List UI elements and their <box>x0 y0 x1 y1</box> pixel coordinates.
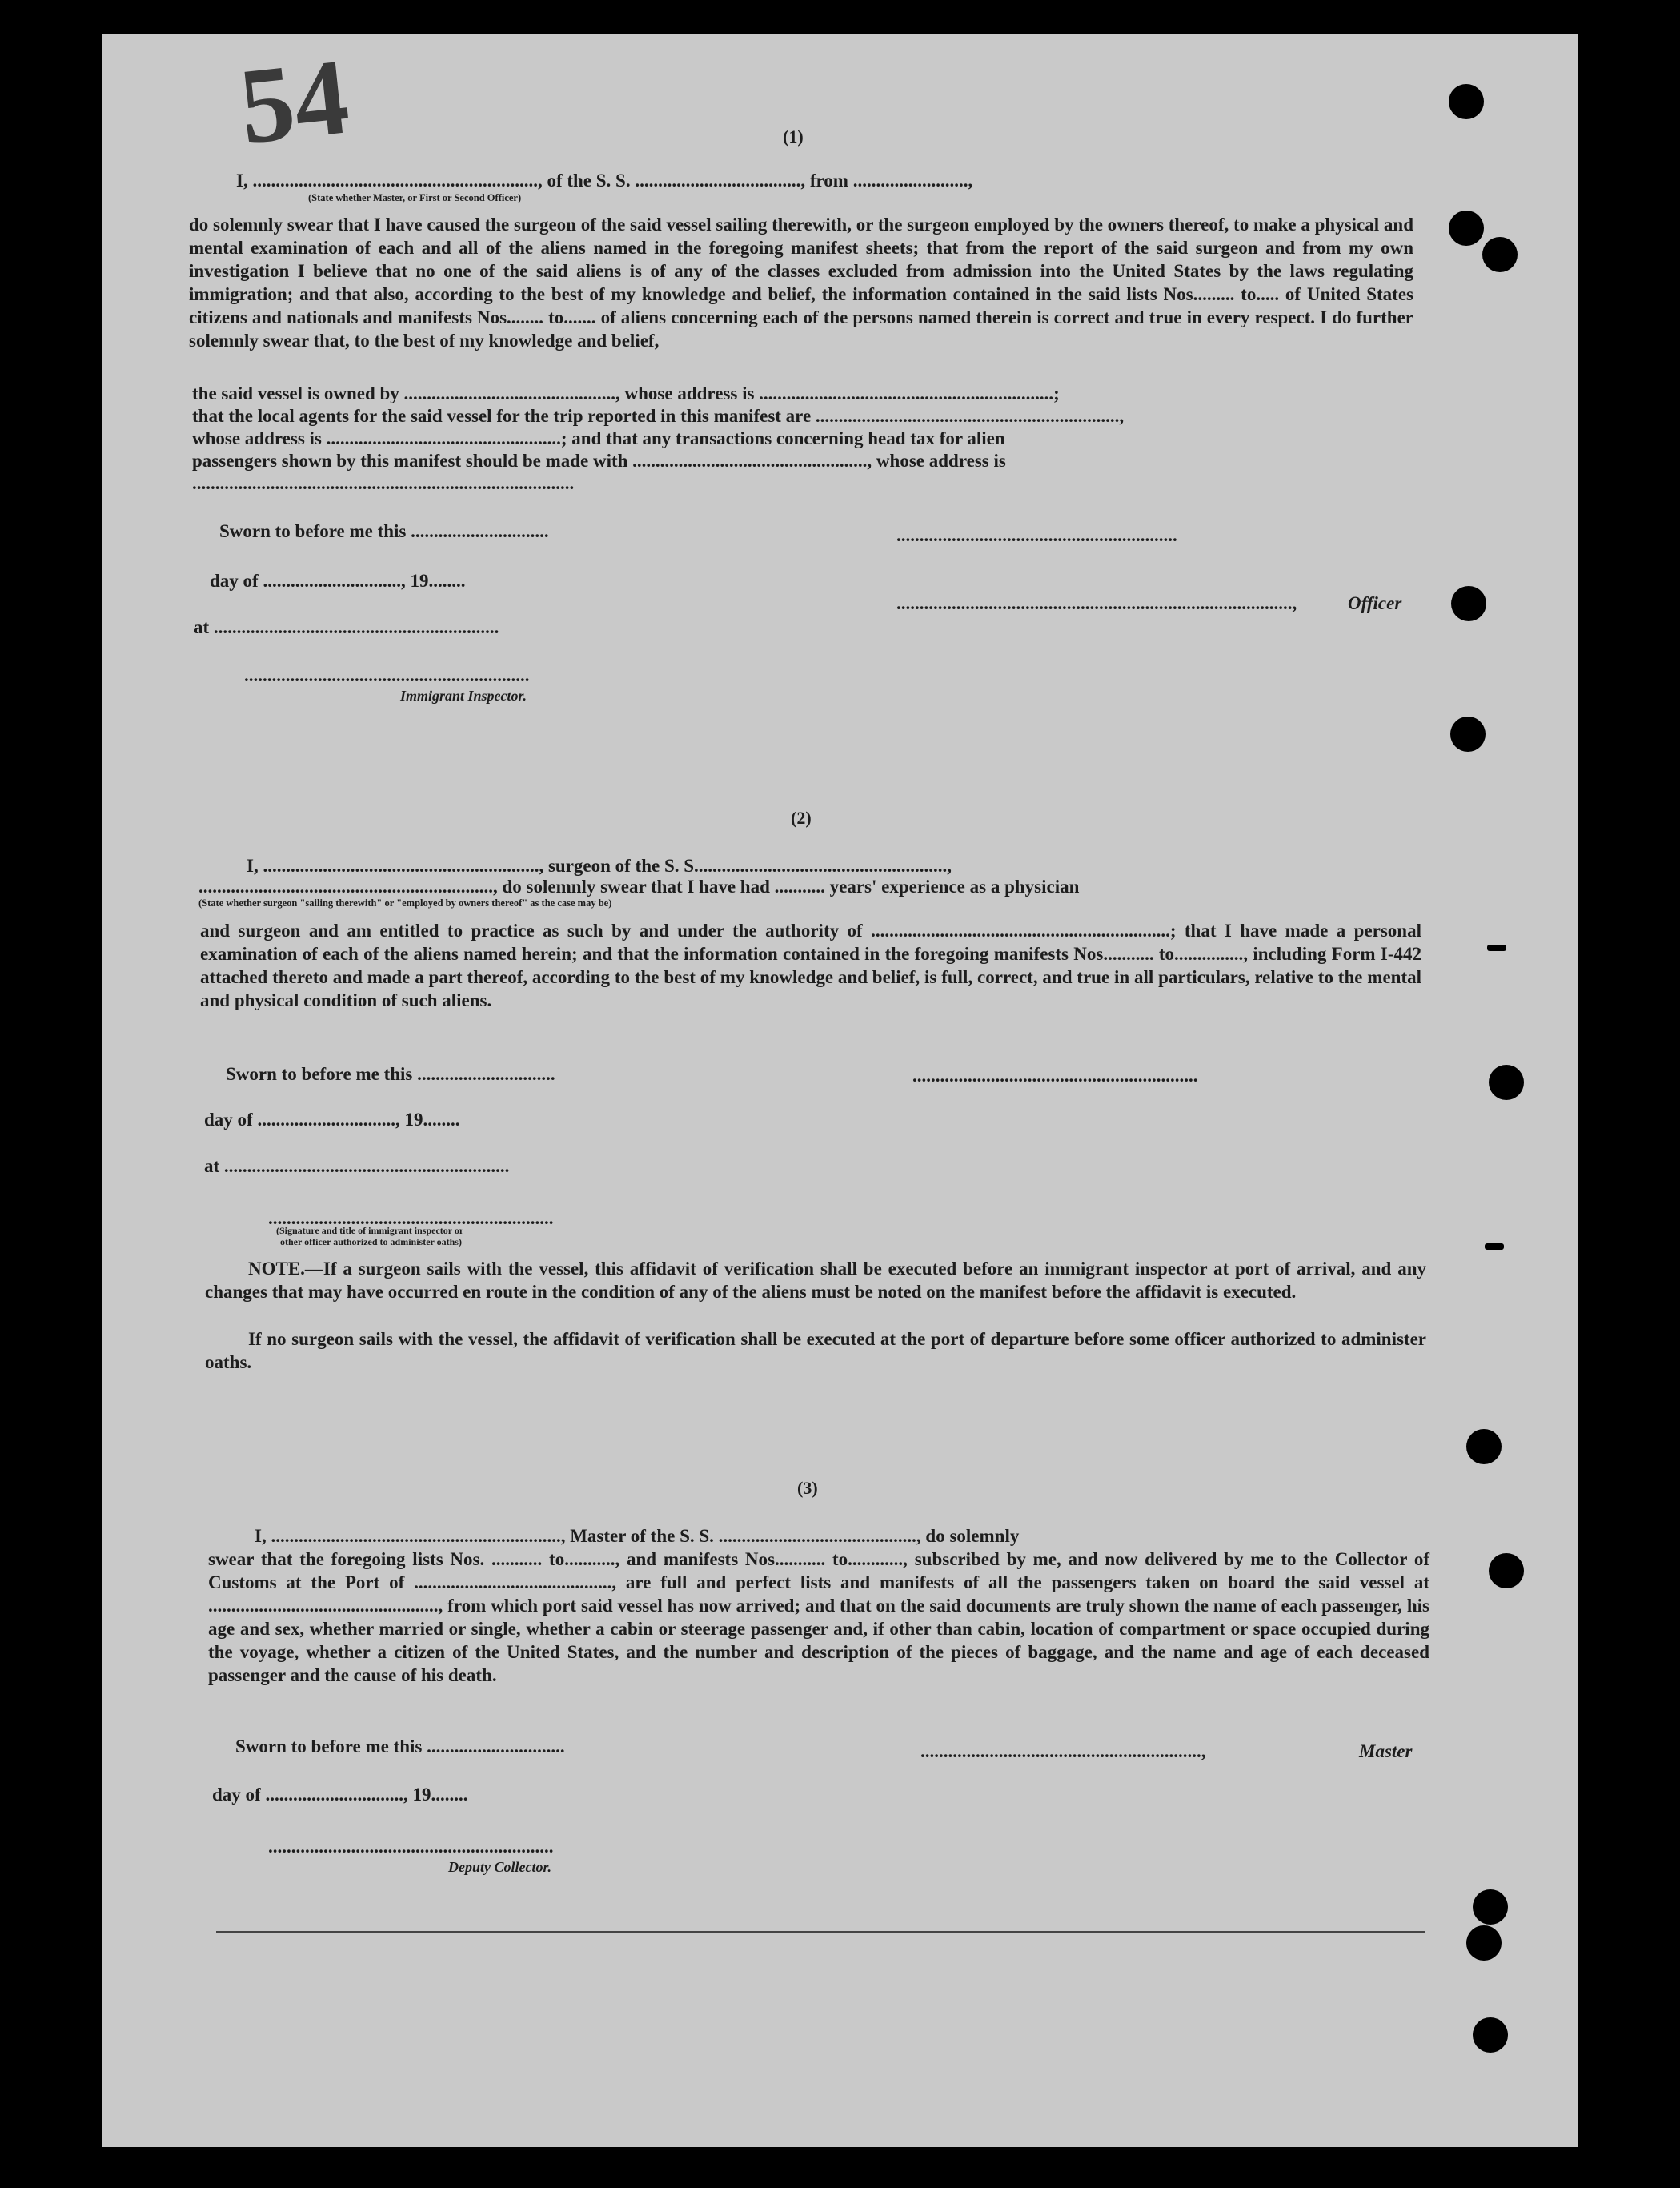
sec2-day: day of .............................., 19........ <box>204 1110 460 1130</box>
sec1-at: at .............................................................. <box>194 617 499 637</box>
edge-mark <box>1487 945 1506 951</box>
sec1-agents-line: that the local agents for the said vessel for the trip reported in this manifest are .................................................................., <box>192 406 1125 426</box>
sec2-experience-line: ................................................................, do solemnly swear that I have had ........... years' experience as a physician <box>198 877 1080 897</box>
sec2-sig-note-1: (Signature and title of immigrant inspector or <box>276 1225 464 1236</box>
edge-mark <box>1485 1243 1504 1250</box>
sec3-body: swear that the foregoing lists Nos. ........... to..........., and manifests Nos........... to............, subscribed by me, and now delivered by me to the Collector of Customs at the Port of ..........................................., are full and perfect lists and manifests of all the passengers taken on board the said vessel at .................................................., from which port said vessel has now arrived; and that on the said documents are truly shown the name of each passenger, his age and sex, whether married or single, whether a cabin or steerage passenger and, if other than cabin, location of compartment or space occupied during the voyage, whether a citizen of the United States, and the number and description of the pieces of baggage, and the name and age of each deceased passenger and the cause of his death. <box>208 1549 1429 1685</box>
section-3-heading: (3) <box>797 1478 818 1498</box>
sec1-address-line: ................................................................................... <box>192 473 575 493</box>
sec3-master-sig-line: ............................................................., <box>920 1741 1206 1761</box>
sec1-day: day of .............................., 19........ <box>210 571 466 591</box>
stamp-number: 54 <box>234 37 355 167</box>
punch-hole <box>1449 211 1484 246</box>
punch-hole <box>1450 717 1486 752</box>
punch-hole <box>1489 1553 1524 1588</box>
punch-hole <box>1466 1925 1502 1961</box>
sec3-master-line: I, ..............................................................., Master of the S. S. ..........................................., do solemnly <box>255 1526 1020 1546</box>
sec2-inspector-sig-line: .............................................................. <box>268 1208 554 1228</box>
sec1-inspector-label: Immigrant Inspector. <box>400 688 527 704</box>
sec2-note: NOTE.—If a surgeon sails with the vessel, this affidavit of verification shall be executed before an immigrant inspector at port of arrival, and any changes that may have occurred en route in the condition of any of the aliens must be noted on the manifest before the affidavit is executed. <box>205 1259 1426 1302</box>
sec1-inspector-sig-line: .............................................................. <box>244 665 530 685</box>
sec2-surgeon-note: (State whether surgeon "sailing therewith" or "employed by owners thereof" as the case may be) <box>198 897 612 909</box>
sec1-passengers-line: passengers shown by this manifest should be made with ..................................................., whose address is <box>192 451 1006 471</box>
punch-hole <box>1482 237 1518 272</box>
sec1-body: do solemnly swear that I have caused the surgeon of the said vessel sailing therewith, or the surgeon employed by the owners thereof, to make a physical and mental examination of each and all of the aliens named in the foregoing manifest sheets; that from the report of the said surgeon and from my own investigation I believe that no one of the said aliens is of any of the classes excluded from admission into the United States by the laws regulating immigration; and that also, according to the best of my knowledge and belief, the information contained in the said lists Nos......... to..... of United States citizens and nationals and manifests Nos........ to....... of aliens concerning each of the persons named therein is correct and true in every respect. I do further solemnly swear that, to the best of my knowledge and belief, <box>189 215 1413 351</box>
punch-hole <box>1449 84 1484 119</box>
sec1-master-note: (State whether Master, or First or Second Officer) <box>308 192 522 203</box>
sec1-sworn: Sworn to before me this .............................. <box>219 521 549 541</box>
sec3-collector-sig-line: .............................................................. <box>268 1837 554 1857</box>
sec1-line-master: I, .............................................................., of the S. S. ...................................., from ........................., <box>236 171 973 191</box>
punch-hole <box>1473 2017 1508 2053</box>
sec2-sworn: Sworn to before me this .............................. <box>226 1064 555 1084</box>
punch-hole <box>1466 1429 1502 1464</box>
section-1-heading: (1) <box>783 126 804 147</box>
sec2-signature-line-right: .............................................................. <box>912 1066 1198 1086</box>
sec3-day: day of .............................., 19........ <box>212 1785 468 1805</box>
sec3-master-label: Master <box>1359 1741 1413 1761</box>
section-2-heading: (2) <box>791 808 812 828</box>
sec1-owned-line: the said vessel is owned by .............................................., whose address is ................................................................; <box>192 383 1060 403</box>
sec1-officer-line: ......................................................................................, <box>896 593 1297 613</box>
sec2-surgeon-line: I, ............................................................, surgeon of the S. S......................................................., <box>247 856 952 876</box>
sec2-note-2: If no surgeon sails with the vessel, the affidavit of verification shall be executed at the port of departure before some officer authorized to administer oaths. <box>205 1329 1426 1372</box>
sec2-body: and surgeon and am entitled to practice as such by and under the authority of .................................................................; that I have made a personal examination of each of the aliens named herein; and that the information contained in the foregoing manifests Nos........... to..............., including Form I-442 attached thereto and made a part thereof, according to the best of my knowledge and belief, is full, correct, and true in all particulars, relative to the mental and physical condition of such aliens. <box>200 921 1421 1010</box>
punch-hole <box>1489 1065 1524 1100</box>
sec1-whose-line: whose address is ...................................................; and that any transactions concerning head tax for alien <box>192 428 1005 448</box>
bottom-rule <box>216 1931 1425 1933</box>
sec1-signature-line-right: ............................................................. <box>896 525 1177 545</box>
punch-hole <box>1473 1889 1508 1925</box>
sec1-officer-label: Officer <box>1348 593 1402 613</box>
punch-hole <box>1451 586 1486 621</box>
sec2-at: at .............................................................. <box>204 1156 510 1176</box>
sec2-sig-note-2: other officer authorized to administer oaths) <box>280 1236 462 1247</box>
sec3-collector-label: Deputy Collector. <box>448 1859 551 1875</box>
sec3-sworn: Sworn to before me this .............................. <box>235 1736 565 1756</box>
